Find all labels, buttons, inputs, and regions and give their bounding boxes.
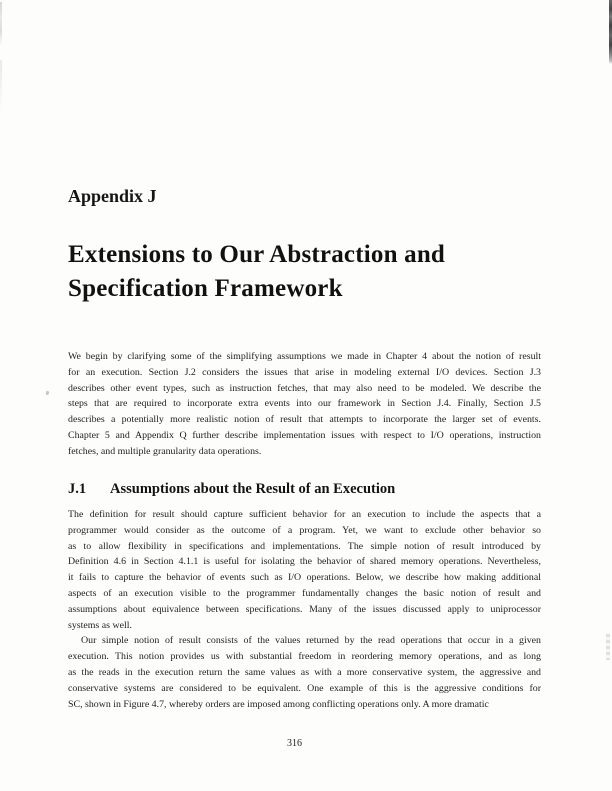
text-line: fetches, and multiple granularity data operations.	[68, 445, 262, 457]
chapter-title-line-2: Specification Framework	[68, 275, 343, 302]
text-line: The definition for result should capture sufficient behavior for an execution to include the aspects that a	[68, 509, 541, 520]
text-line: SC, shown in Figure 4.7, whereby orders are imposed among conflicting operations only. A more dramatic	[68, 698, 489, 710]
scan-artifact-left-edge-strip	[0, 2, 2, 46]
text-line: it fails to capture the behavior of events such as I/O operations. Below, we describe how making additional	[68, 572, 541, 584]
chapter-title	[68, 238, 445, 306]
text-line: as to allow flexibility in specifications and implementations. The simple notion of result introduced by	[68, 540, 541, 552]
text-line: Definition 4.6 in Section 4.1.1 is useful for isolating the behavior of shared memory operations. Nevertheless,	[68, 556, 541, 568]
text-line: describes other event types, such as instruction fetches, that may also need to be modeled. We describe the	[68, 382, 541, 394]
text-line: as the reads in the execution return the same values as with a more conservative system, the aggressive and	[68, 666, 541, 678]
text-line: Chapter 5 and Appendix Q further describe implementation issues with respect to I/O operations, instruction	[68, 429, 541, 441]
text-line: assumptions about equivalence between specifications. Many of the issues discussed apply to uniprocessor	[68, 603, 541, 615]
page-number-area	[58, 738, 531, 749]
text-line: systems as well.	[68, 619, 132, 631]
section-title: Assumptions about the Result of an Execution	[110, 481, 396, 497]
intro-paragraph	[68, 349, 541, 460]
page-number: 316	[287, 738, 302, 749]
text-line: Our simple notion of result consists of the values returned by the read operations that occur in a given	[81, 635, 541, 647]
scan-artifact-right-squiggle	[606, 634, 610, 660]
section-paragraph-2	[68, 633, 541, 712]
section-number: J.1	[68, 481, 87, 497]
scan-artifact-margin-speck	[46, 391, 50, 396]
text-line: We begin by clarifying some of the simplifying assumptions we made in Chapter 4 about the notion of result	[68, 351, 541, 362]
text-line: programmer would consider as the outcome of a program. Yet, we want to exclude other behavior so	[68, 524, 541, 536]
text-line: steps that are required to incorporate extra events into our framework in Section J.4. Finally, Section J.5	[68, 398, 541, 410]
chapter-title-line-1: Extensions to Our Abstraction and	[68, 241, 446, 268]
section-paragraph-1	[68, 507, 541, 633]
text-line: aspects of an execution visible to the programmer fundamentally changes the basic notion of result and	[68, 587, 541, 599]
text-line: for an execution. Section J.2 considers the issues that arise in modeling external I/O devices. Section J.3	[68, 366, 541, 378]
section-heading	[68, 481, 395, 498]
appendix-label: Appendix J	[68, 186, 157, 206]
text-line: execution. This notion provides us with substantial freedom in reordering memory operations, and as long	[68, 651, 541, 663]
text-line: conservative systems are considered to be equivalent. One example of this is the aggressive conditions for	[68, 682, 541, 694]
scan-artifact-left-edge-strip-2	[0, 60, 2, 112]
body-text-block	[68, 507, 541, 712]
text-line: describes a potentially more realistic notion of result that attempts to incorporate the larger set of events.	[68, 414, 541, 426]
